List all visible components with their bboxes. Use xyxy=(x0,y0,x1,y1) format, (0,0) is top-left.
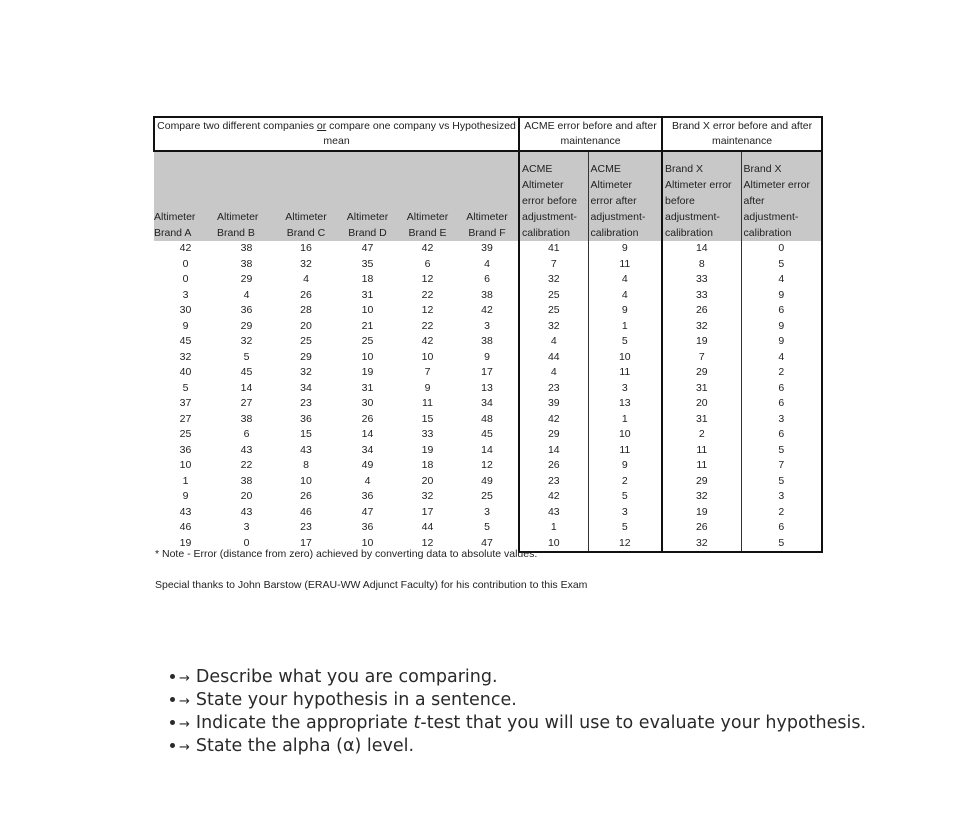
table-cell: 31 xyxy=(662,381,741,397)
table-cell: 22 xyxy=(421,319,434,332)
column-header-line: Altimeter xyxy=(590,179,632,191)
column-header-line: Altimeter xyxy=(154,211,196,223)
instruction-list xyxy=(170,666,866,758)
table-row xyxy=(154,474,822,490)
table-cell: 32 xyxy=(662,319,741,335)
table-cell: 45 xyxy=(179,335,192,347)
table-row xyxy=(154,288,822,304)
column-header xyxy=(456,151,519,241)
table-cell: 9 xyxy=(182,319,189,332)
table-cell: 3 xyxy=(243,521,250,533)
table-cell: 20 xyxy=(300,319,312,332)
table-cell: 20 xyxy=(421,474,434,487)
table-cell: 5 xyxy=(588,334,662,350)
table-cell: 3 xyxy=(588,505,662,521)
table-cell: 6 xyxy=(741,303,822,319)
table-cell: 4 xyxy=(519,334,588,350)
column-header-line: error before xyxy=(522,195,577,207)
table-cell: 6 xyxy=(741,520,822,536)
column-header-line: error after xyxy=(590,195,637,207)
column-header-line: calibration xyxy=(743,227,792,239)
table-cell: 31 xyxy=(361,381,374,394)
column-header-line: calibration xyxy=(522,227,570,239)
table-cell: 25 xyxy=(519,288,588,304)
table-cell: 32 xyxy=(421,490,434,502)
table-cell: 2 xyxy=(588,474,662,490)
instruction-item xyxy=(170,666,866,689)
column-header-line: ACME xyxy=(522,163,553,175)
table-cell: 38 xyxy=(240,474,253,487)
table-cell: 10 xyxy=(588,350,662,366)
data-sheet xyxy=(153,116,821,553)
column-header-line: Brand X xyxy=(665,163,703,175)
table-cell: 9 xyxy=(588,303,662,319)
table-cell: 27 xyxy=(240,397,253,409)
table-cell: 12 xyxy=(588,536,662,553)
table-cell: 4 xyxy=(303,273,309,285)
table-cell: 14 xyxy=(662,241,741,257)
table-cell: 23 xyxy=(300,521,312,533)
table-cell: 26 xyxy=(519,458,588,474)
table-cell: 20 xyxy=(662,396,741,412)
table-cell: 16 xyxy=(300,242,312,254)
table-cell: 47 xyxy=(361,505,374,518)
column-header-row xyxy=(154,151,822,241)
table-cell: 25 xyxy=(361,335,374,347)
table-cell: 32 xyxy=(300,257,312,270)
table-cell: 33 xyxy=(662,288,741,304)
table-row xyxy=(154,365,822,381)
table-cell: 30 xyxy=(361,397,374,409)
column-header-line: Brand D xyxy=(348,227,387,239)
table-cell: 23 xyxy=(519,381,588,397)
column-header-line: Brand A xyxy=(154,227,192,239)
table-cell: 32 xyxy=(300,366,312,378)
table-cell: 45 xyxy=(240,366,253,378)
table-cell: 19 xyxy=(361,366,374,378)
table-cell: 12 xyxy=(421,304,434,316)
table-cell: 0 xyxy=(741,241,822,257)
table-row xyxy=(154,505,822,521)
table-cell: 29 xyxy=(240,319,253,332)
column-header xyxy=(662,151,741,241)
column-header-line: Altimeter error xyxy=(665,179,732,191)
table-cell: 10 xyxy=(519,536,588,553)
table-cell: 9 xyxy=(741,334,822,350)
column-header-line: Altimeter error xyxy=(743,179,811,191)
note-text: * Note - Error (distance from zero) achieved by converting data to absolute values. xyxy=(155,548,538,560)
column-header-line: Brand B xyxy=(217,227,255,239)
table-cell: 41 xyxy=(519,241,588,257)
table-cell: 39 xyxy=(519,396,588,412)
table-cell: 12 xyxy=(421,273,434,285)
table-row xyxy=(154,350,822,366)
column-header xyxy=(217,151,276,241)
table-cell: 6 xyxy=(741,396,822,412)
table-cell: 26 xyxy=(300,288,312,301)
table-cell: 31 xyxy=(361,288,374,301)
column-header-line: Brand X xyxy=(743,163,782,175)
table-cell: 25 xyxy=(179,428,192,440)
table-cell: 32 xyxy=(519,272,588,288)
table-cell: 7 xyxy=(662,350,741,366)
bullet-dot-icon xyxy=(170,697,175,702)
instruction-text: -test that you will use to evaluate your hypothesis. xyxy=(420,713,867,733)
table-cell: 7 xyxy=(519,257,588,273)
table-cell: 14 xyxy=(240,381,253,394)
column-header xyxy=(741,151,822,241)
table-cell: 10 xyxy=(361,350,374,363)
table-cell: 33 xyxy=(662,272,741,288)
table-cell: 5 xyxy=(741,443,822,459)
table-cell: 11 xyxy=(662,458,741,474)
table-cell: 8 xyxy=(662,257,741,273)
column-header-line: Altimeter xyxy=(522,179,564,191)
column-header xyxy=(399,151,456,241)
table-row xyxy=(154,458,822,474)
table-cell: 15 xyxy=(300,428,312,440)
table-cell: 14 xyxy=(481,443,493,456)
table-cell: 34 xyxy=(361,443,374,456)
column-header-line: adjustment- xyxy=(590,211,646,223)
column-header-line: Brand F xyxy=(468,227,506,239)
table-cell: 34 xyxy=(300,381,312,394)
table-cell: 6 xyxy=(243,428,250,440)
table-cell: 10 xyxy=(300,474,312,487)
table-cell: 45 xyxy=(481,428,493,440)
table-row xyxy=(154,520,822,536)
column-header-line: after xyxy=(743,195,765,207)
table-cell: 5 xyxy=(484,521,490,533)
table-cell: 3 xyxy=(588,381,662,397)
table-cell: 43 xyxy=(240,443,253,456)
table-row xyxy=(154,489,822,505)
table-cell: 43 xyxy=(300,443,312,456)
table-cell: 32 xyxy=(179,350,192,363)
table-cell: 3 xyxy=(484,319,490,332)
column-header-line: Altimeter xyxy=(346,211,389,223)
table-cell: 48 xyxy=(481,412,493,425)
table-cell: 1 xyxy=(588,412,662,428)
table-cell: 1 xyxy=(519,520,588,536)
table-cell: 29 xyxy=(240,273,253,285)
column-header xyxy=(519,151,588,241)
table-cell: 29 xyxy=(662,365,741,381)
column-header xyxy=(154,151,217,241)
instruction-text: Indicate the appropriate xyxy=(195,713,414,733)
table-cell: 38 xyxy=(481,335,493,347)
table-cell: 36 xyxy=(361,490,374,502)
table-cell: 32 xyxy=(662,536,741,553)
table-cell: 11 xyxy=(588,443,662,459)
table-cell: 36 xyxy=(179,443,192,456)
table-cell: 7 xyxy=(424,366,431,378)
table-cell: 26 xyxy=(662,520,741,536)
table-cell: 47 xyxy=(481,537,493,549)
table-cell: 4 xyxy=(484,257,490,270)
table-cell: 38 xyxy=(240,412,253,425)
table-cell: 29 xyxy=(519,427,588,443)
table-cell: 2 xyxy=(662,427,741,443)
table-row xyxy=(154,381,822,397)
table-cell: 5 xyxy=(182,381,189,394)
table-cell: 34 xyxy=(481,397,493,409)
column-header-line: adjustment- xyxy=(665,211,720,223)
table-cell: 11 xyxy=(422,397,433,409)
table-cell: 36 xyxy=(240,304,253,316)
table-cell: 17 xyxy=(300,537,312,549)
table-cell: 44 xyxy=(421,521,434,533)
table-cell: 9 xyxy=(588,241,662,257)
table-cell: 9 xyxy=(182,490,189,502)
column-header-line: Altimeter xyxy=(217,211,259,223)
column-header-line: Brand C xyxy=(286,227,326,239)
table-cell: 49 xyxy=(481,474,493,487)
table-cell: 0 xyxy=(243,537,250,549)
table-row xyxy=(154,427,822,443)
table-cell: 42 xyxy=(519,489,588,505)
table-cell: 19 xyxy=(179,537,192,549)
instruction-item xyxy=(170,712,866,735)
table-cell: 6 xyxy=(484,273,490,285)
table-cell: 5 xyxy=(741,474,822,490)
table-cell: 43 xyxy=(240,505,253,518)
table-cell: 26 xyxy=(662,303,741,319)
table-cell: 18 xyxy=(421,459,434,471)
group-header-row xyxy=(154,117,822,151)
table-cell: 17 xyxy=(421,505,434,518)
table-cell: 19 xyxy=(421,443,434,456)
table-cell: 38 xyxy=(240,242,253,254)
table-cell: 46 xyxy=(300,505,312,518)
column-header-line: ACME xyxy=(590,163,621,175)
table-cell: 5 xyxy=(588,520,662,536)
group-header-brand-x: Brand X error before and after maintenance xyxy=(662,117,822,151)
table-cell: 7 xyxy=(741,458,822,474)
table-cell: 3 xyxy=(741,489,822,505)
table-cell: 10 xyxy=(421,350,434,363)
column-header-line: Brand E xyxy=(408,227,447,239)
table-row xyxy=(154,319,822,335)
table-row xyxy=(154,412,822,428)
table-cell: 8 xyxy=(303,459,309,471)
table-cell: 6 xyxy=(741,381,822,397)
column-header-line: adjustment- xyxy=(522,211,577,223)
table-cell: 14 xyxy=(519,443,588,459)
table-cell: 43 xyxy=(519,505,588,521)
table-cell: 29 xyxy=(662,474,741,490)
table-cell: 38 xyxy=(240,257,253,270)
table-cell: 5 xyxy=(741,257,822,273)
instruction-text: State the alpha (α) level. xyxy=(195,736,415,756)
table-cell: 19 xyxy=(662,505,741,521)
table-cell: 5 xyxy=(243,350,250,363)
table-cell: 42 xyxy=(481,304,493,316)
table-cell: 42 xyxy=(519,412,588,428)
table-cell: 9 xyxy=(588,458,662,474)
column-header xyxy=(336,151,399,241)
table-cell: 4 xyxy=(519,365,588,381)
table-cell: 33 xyxy=(421,428,434,440)
table-cell: 13 xyxy=(588,396,662,412)
column-header-line: adjustment- xyxy=(743,211,799,223)
table-cell: 6 xyxy=(424,257,431,270)
table-cell: 9 xyxy=(484,350,490,363)
arrow-icon: → xyxy=(179,694,190,709)
data-table xyxy=(153,116,823,553)
table-cell: 4 xyxy=(588,288,662,304)
table-cell: 11 xyxy=(588,257,662,273)
table-cell: 13 xyxy=(481,381,493,394)
table-cell: 32 xyxy=(240,335,253,347)
table-cell: 12 xyxy=(481,459,493,471)
table-cell: 2 xyxy=(741,505,822,521)
bullet-dot-icon xyxy=(170,674,175,679)
table-cell: 10 xyxy=(179,459,192,471)
table-row xyxy=(154,241,822,257)
table-cell: 30 xyxy=(179,304,192,316)
table-cell: 36 xyxy=(300,412,312,425)
table-cell: 4 xyxy=(741,350,822,366)
group-header-acme: ACME error before and after maintenance xyxy=(519,117,662,151)
table-cell: 10 xyxy=(361,304,374,316)
table-cell: 31 xyxy=(662,412,741,428)
table-cell: 32 xyxy=(519,319,588,335)
table-cell: 4 xyxy=(588,272,662,288)
table-cell: 38 xyxy=(481,288,493,301)
table-cell: 42 xyxy=(421,242,434,254)
column-header-line: before xyxy=(665,195,695,207)
table-cell: 1 xyxy=(588,319,662,335)
table-cell: 49 xyxy=(361,459,374,471)
table-cell: 21 xyxy=(361,319,374,332)
table-cell: 11 xyxy=(662,443,741,459)
table-cell: 4 xyxy=(243,288,250,301)
table-cell: 18 xyxy=(361,273,374,285)
table-cell: 47 xyxy=(361,242,374,254)
table-cell: 25 xyxy=(300,335,312,347)
table-row xyxy=(154,396,822,412)
table-cell: 0 xyxy=(182,273,189,285)
table-cell: 32 xyxy=(662,489,741,505)
column-header-line: Altimeter xyxy=(406,211,449,223)
table-cell: 9 xyxy=(424,381,431,394)
group-header-compare: Compare two different companies or compare one company vs Hypothesized mean xyxy=(154,117,519,151)
column-header-line: Altimeter xyxy=(466,211,508,223)
table-cell: 22 xyxy=(240,459,253,471)
table-cell: 2 xyxy=(741,365,822,381)
thanks-text: Special thanks to John Barstow (ERAU-WW Adjunct Faculty) for his contribution to this Exam xyxy=(155,579,588,591)
table-cell: 26 xyxy=(361,412,374,425)
table-cell: 20 xyxy=(240,490,253,502)
table-cell: 25 xyxy=(519,303,588,319)
instruction-text: t xyxy=(413,713,421,733)
bullet-dot-icon xyxy=(170,743,175,748)
table-cell: 10 xyxy=(588,427,662,443)
table-cell: 44 xyxy=(519,350,588,366)
table-cell: 9 xyxy=(741,319,822,335)
table-cell: 4 xyxy=(741,272,822,288)
table-row xyxy=(154,303,822,319)
table-cell: 27 xyxy=(179,412,192,425)
table-cell: 19 xyxy=(662,334,741,350)
table-cell: 15 xyxy=(421,412,434,425)
arrow-icon: → xyxy=(179,671,190,686)
table-cell: 42 xyxy=(179,242,192,254)
table-cell: 25 xyxy=(481,490,493,502)
table-row xyxy=(154,257,822,273)
table-cell: 0 xyxy=(182,257,189,270)
table-cell: 29 xyxy=(300,350,312,363)
table-cell: 26 xyxy=(300,490,312,502)
table-cell: 28 xyxy=(300,304,312,316)
column-header xyxy=(276,151,336,241)
table-cell: 42 xyxy=(421,335,434,347)
table-cell: 11 xyxy=(588,365,662,381)
table-cell: 4 xyxy=(364,474,371,487)
table-cell: 40 xyxy=(179,366,192,378)
column-header-line: calibration xyxy=(590,227,639,239)
table-cell: 22 xyxy=(421,288,434,301)
table-cell: 12 xyxy=(421,537,434,549)
table-cell: 23 xyxy=(300,397,312,409)
table-row xyxy=(154,334,822,350)
table-cell: 39 xyxy=(481,242,493,254)
table-cell: 5 xyxy=(741,536,822,553)
table-cell: 1 xyxy=(182,474,189,487)
table-cell: 14 xyxy=(361,428,374,440)
arrow-icon: → xyxy=(179,717,190,732)
table-cell: 9 xyxy=(741,288,822,304)
table-cell: 3 xyxy=(484,505,490,518)
table-cell: 3 xyxy=(741,412,822,428)
table-row xyxy=(154,272,822,288)
instruction-item xyxy=(170,689,866,712)
table-cell: 36 xyxy=(361,521,374,533)
column-header-line: Altimeter xyxy=(285,211,327,223)
instruction-item xyxy=(170,735,866,758)
table-cell: 6 xyxy=(741,427,822,443)
column-header xyxy=(588,151,662,241)
table-cell: 35 xyxy=(361,257,374,270)
instruction-text: Describe what you are comparing. xyxy=(195,667,498,687)
table-cell: 23 xyxy=(519,474,588,490)
table-cell: 3 xyxy=(182,288,189,301)
table-cell: 43 xyxy=(179,505,192,518)
bullet-dot-icon xyxy=(170,720,175,725)
table-cell: 37 xyxy=(179,397,192,409)
table-cell: 46 xyxy=(179,521,192,533)
table-cell: 10 xyxy=(361,537,374,549)
arrow-icon: → xyxy=(179,740,190,755)
instruction-text: State your hypothesis in a sentence. xyxy=(195,690,517,710)
table-cell: 17 xyxy=(481,366,493,378)
table-cell: 5 xyxy=(588,489,662,505)
column-header-line: calibration xyxy=(665,227,713,239)
table-row xyxy=(154,443,822,459)
